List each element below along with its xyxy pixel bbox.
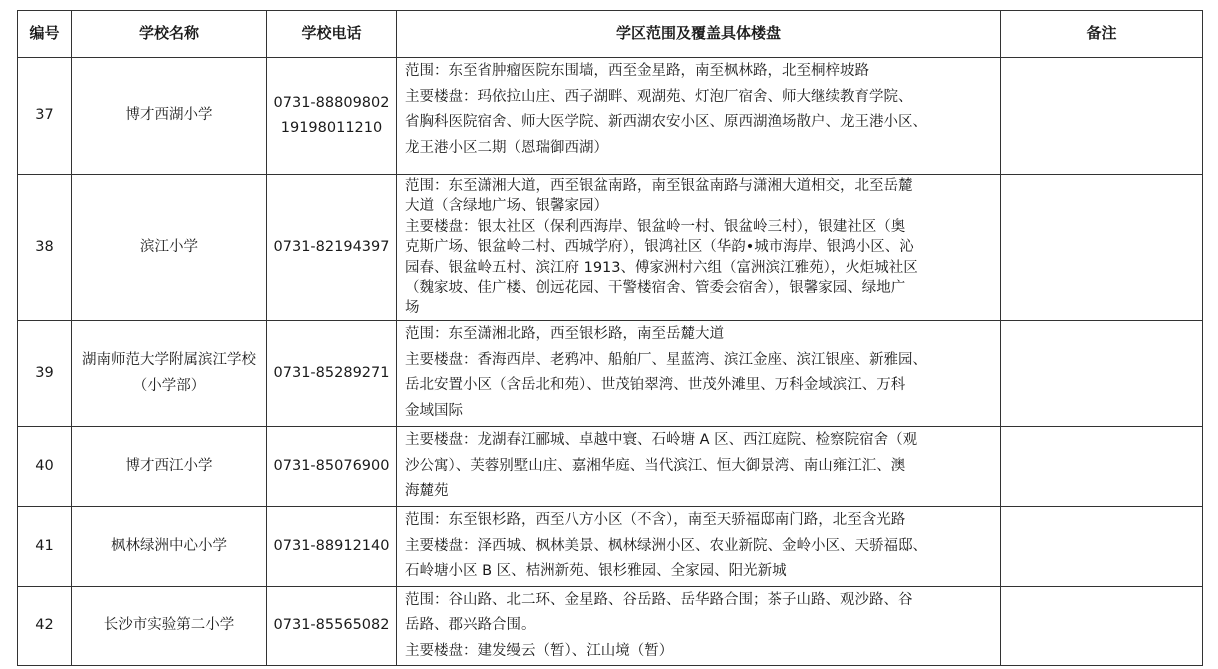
- detail-line: 范围：谷山路、北二环、金星路、谷岳路、岳华路合围；茶子山路、观沙路、谷: [405, 591, 913, 608]
- table-row: [18, 175, 1203, 321]
- detail-line: 沙公寓）、芙蓉别墅山庄、嘉湘华庭、当代滨江、恒大御景湾、南山雍江汇、澳: [405, 457, 906, 474]
- school-phone: [267, 321, 397, 427]
- row-number: 37: [18, 58, 72, 175]
- detail-line: 石岭塘小区 B 区、桔洲新苑、银杉雅园、全家园、阳光新城: [405, 563, 787, 579]
- detail-line: 范围：东至省肿瘤医院东围墙，西至金星路，南至枫林路，北至桐梓坡路: [405, 63, 869, 79]
- phone-number: 0731-85565082: [273, 617, 390, 633]
- school-name-line: 湖南师范大学附属滨江学校: [82, 352, 256, 368]
- school-name: [72, 321, 267, 427]
- remarks: [1001, 58, 1203, 175]
- detail-line: 场: [405, 300, 420, 317]
- row-number: 41: [18, 507, 72, 587]
- school-district-table: [17, 10, 1203, 666]
- detail-line: 龙王港小区二期（恩瑞御西湖）: [405, 139, 608, 156]
- school-phone: [267, 58, 397, 175]
- phone-number: 0731-82194397: [273, 238, 390, 255]
- district-detail: [397, 321, 1001, 427]
- header-school-phone: 学校电话: [267, 11, 397, 58]
- school-name: 博才西湖小学: [72, 58, 267, 175]
- row-number: 39: [18, 321, 72, 427]
- school-name: 滨江小学: [72, 175, 267, 321]
- detail-line: 省胸科医院宿舍、师大医学院、新西湖农安小区、原西湖渔场散户、龙王港小区、: [405, 114, 927, 130]
- detail-line: 主要楼盘：玛依拉山庄、西子湖畔、观湖苑、灯泡厂宿舍、师大继续教育学院、: [405, 88, 913, 105]
- detail-line: 大道（含绿地广场、银馨家园）: [405, 198, 608, 215]
- detail-line: 海麓苑: [405, 483, 449, 499]
- remarks: [1001, 321, 1203, 427]
- table-row: [18, 427, 1203, 507]
- phone-number: 0731-88809802: [273, 94, 390, 111]
- remarks: [1001, 586, 1203, 666]
- district-detail: [397, 586, 1001, 666]
- school-name-line: （小学部）: [132, 377, 206, 394]
- detail-line: 园春、银盆岭五村、滨江府 1913、傅家洲村六组（富洲滨江雅苑），火炬城社区: [405, 259, 918, 276]
- remarks: [1001, 175, 1203, 321]
- row-number: 38: [18, 175, 72, 321]
- detail-line: 主要楼盘：银太社区（保利西海岸、银盆岭一村、银盆岭三村），银建社区（奥: [405, 218, 906, 235]
- phone-number: 0731-88912140: [273, 537, 390, 554]
- school-phone: [267, 175, 397, 321]
- phone-number: 0731-85076900: [273, 457, 390, 474]
- detail-line: 主要楼盘：建发缦云（暂）、江山境（暂）: [405, 642, 674, 659]
- detail-line: （魏家坡、佳广楼、创远花园、干警楼宿舍、管委会宿舍），银馨家园、绿地广: [405, 280, 906, 297]
- detail-line: 主要楼盘：香海西岸、老鸦冲、船舶厂、星蓝湾、滨江金座、滨江银座、新雅园、: [405, 351, 927, 368]
- table-row: [18, 586, 1203, 666]
- header-school-name: 学校名称: [72, 11, 267, 58]
- detail-line: 金域国际: [405, 402, 463, 419]
- school-phone: [267, 507, 397, 587]
- school-name: 枫林绿洲中心小学: [72, 507, 267, 587]
- header-remarks: 备注: [1001, 11, 1203, 58]
- phone-number: 19198011210: [280, 120, 383, 136]
- table-row: [18, 58, 1203, 175]
- detail-line: 岳北安置小区（含岳北和苑）、世茂铂翠湾、世茂外滩里、万科金域滨江、万科: [405, 377, 906, 393]
- header-district-scope: 学区范围及覆盖具体楼盘: [397, 11, 1001, 58]
- row-number: 40: [18, 427, 72, 507]
- school-name: 博才西江小学: [72, 427, 267, 507]
- detail-line: 范围：东至潇湘大道，西至银盆南路，南至银盆南路与潇湘大道相交，北至岳麓: [405, 178, 913, 194]
- remarks: [1001, 507, 1203, 587]
- detail-line: 范围：东至潇湘北路，西至银杉路，南至岳麓大道: [405, 326, 724, 342]
- detail-line: 范围：东至银杉路，西至八方小区（不含），南至天骄福邸南门路，北至含光路: [405, 512, 906, 528]
- remarks: [1001, 427, 1203, 507]
- school-phone: [267, 586, 397, 666]
- detail-line: 主要楼盘：泽西城、枫林美景、枫林绿洲小区、农业新院、金岭小区、天骄福邸、: [405, 537, 927, 554]
- district-detail: [397, 507, 1001, 587]
- phone-number: 0731-85289271: [273, 364, 390, 381]
- district-detail: [397, 58, 1001, 175]
- detail-line: 克斯广场、银盆岭二村、西城学府），银鸿社区（华韵•城市海岸、银鸿小区、沁: [405, 239, 914, 256]
- header-number: 编号: [18, 11, 72, 58]
- row-number: 42: [18, 586, 72, 666]
- detail-line: 岳路、郡兴路合围。: [405, 617, 536, 633]
- school-phone: [267, 427, 397, 507]
- detail-line: 主要楼盘：龙湖春江郦城、卓越中寰、石岭塘 A 区、西江庭院、检察院宿舍（观: [405, 432, 918, 448]
- header-row: [18, 11, 1203, 58]
- table-row: [18, 507, 1203, 587]
- district-detail: [397, 175, 1001, 321]
- table-row: [18, 321, 1203, 427]
- district-detail: [397, 427, 1001, 507]
- school-name: 长沙市实验第二小学: [72, 586, 267, 666]
